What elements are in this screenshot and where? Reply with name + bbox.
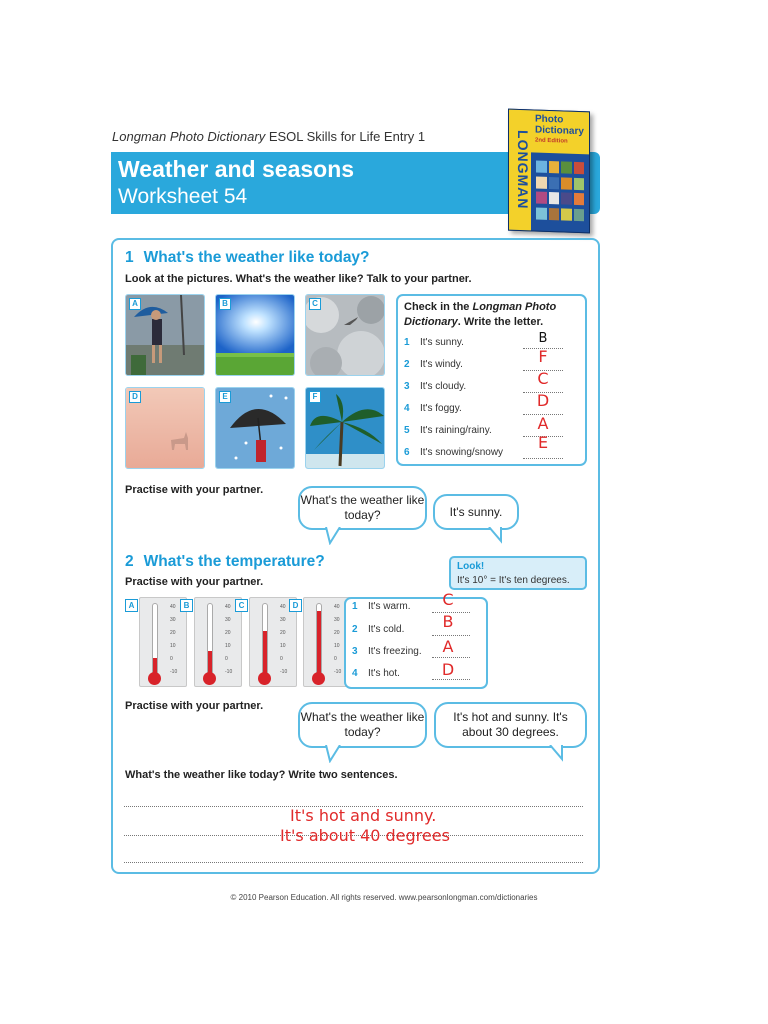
item-number: 4 — [352, 668, 358, 679]
answer-1: B — [538, 331, 548, 346]
item-text: It's windy. — [420, 359, 463, 370]
tick-label: 10 — [225, 643, 231, 649]
section1-instruction: Look at the pictures. What's the weather like? Talk to your partner. — [125, 273, 472, 285]
temp-item-2 — [352, 624, 404, 635]
tick-label: 0 — [280, 656, 283, 662]
weather-item-6 — [404, 447, 503, 458]
photo-e-label: E — [219, 391, 231, 403]
look-box — [449, 556, 587, 590]
temp-answer-4: D — [441, 660, 455, 679]
section1-title: What's the weather like today? — [143, 249, 370, 266]
handwritten-answer-1: It's hot and sunny. — [290, 806, 437, 825]
photo-f-windy — [305, 387, 385, 469]
tick-label: -10 — [280, 669, 288, 675]
item-text: It's raining/rainy. — [420, 425, 492, 436]
item-text: It's cold. — [368, 624, 405, 635]
look-text: It's 10° = It's ten degrees. — [457, 575, 570, 586]
item-text: It's snowing/snowy — [420, 447, 504, 458]
writing-line-3[interactable] — [124, 862, 583, 863]
subtitle-italic: Longman Photo Dictionary — [112, 129, 266, 144]
item-text: It's cloudy. — [420, 381, 467, 392]
item-text: It's foggy. — [420, 403, 462, 414]
speech-bubble-text: What's the weather like today? — [300, 493, 425, 522]
tick-label: 40 — [225, 604, 231, 610]
item-number: 1 — [404, 337, 410, 348]
tick-label: 30 — [334, 617, 340, 623]
thermometer-fill — [263, 631, 267, 676]
book-title-line2: Dictionary — [535, 124, 584, 138]
tick-label: 0 — [170, 656, 173, 662]
photo-a-rainy — [125, 294, 205, 376]
tick-label: -10 — [170, 669, 178, 675]
book-title — [531, 110, 589, 154]
tick-label: 10 — [334, 643, 340, 649]
speech-bubble-text: It's sunny. — [449, 504, 503, 519]
item-number: 6 — [404, 447, 410, 458]
tick-label: 30 — [280, 617, 286, 623]
temp-answer-2: B — [442, 612, 454, 631]
photo-f-label: F — [309, 391, 321, 403]
speech-tail-3 — [324, 745, 344, 763]
photo-c-label: C — [309, 298, 321, 310]
speech-bubble-text: It's hot and sunny. It's about 30 degrees. — [453, 710, 568, 739]
speech-tail-1 — [324, 527, 344, 545]
weather-item-1 — [404, 337, 464, 348]
temp-item-4 — [352, 668, 400, 679]
temp-answer-3: A — [442, 637, 454, 656]
book-title-line1: Photo — [535, 113, 564, 126]
weather-item-4 — [404, 403, 462, 414]
tick-label: 0 — [334, 656, 337, 662]
tick-label: -10 — [225, 669, 233, 675]
answer-3: C — [537, 369, 549, 388]
check-title-italic: Longman Photo Dictionary — [404, 301, 557, 328]
practise-label-1: Practise with your partner. — [125, 484, 264, 496]
answer-5: A — [537, 414, 549, 433]
item-number: 4 — [404, 403, 410, 414]
thermometer-a-label: A — [125, 599, 138, 612]
handwritten-answer-2: It's about 40 degrees — [280, 826, 450, 845]
weather-item-3 — [404, 381, 466, 392]
copyright-footer: © 2010 Pearson Education. All rights reserved. www.pearsonlongman.com/dictionaries — [230, 893, 538, 902]
photo-d-foggy — [125, 387, 205, 469]
tick-label: 10 — [280, 643, 286, 649]
series-subtitle — [112, 129, 425, 144]
temp-answer-1: C — [442, 590, 454, 609]
photo-b-sunny — [215, 294, 295, 376]
speech-bubble-answer-2 — [434, 702, 587, 748]
photo-c-cloudy — [305, 294, 385, 376]
speech-bubble-text: What's the weather like today? — [300, 710, 425, 739]
section2-heading — [125, 553, 325, 571]
tick-label: 40 — [334, 604, 340, 610]
tick-label: 20 — [225, 630, 231, 636]
subtitle-rest: ESOL Skills for Life Entry 1 — [265, 129, 426, 144]
tick-label: 20 — [280, 630, 286, 636]
section1-number: 1 — [125, 249, 134, 266]
speech-bubble-answer-1 — [433, 494, 519, 530]
section2-number: 2 — [125, 553, 134, 570]
thermometer-d-label: D — [289, 599, 302, 612]
item-number: 2 — [404, 359, 410, 370]
item-text: It's sunny. — [420, 337, 464, 348]
answer-6: E — [537, 433, 549, 452]
item-number: 3 — [404, 381, 410, 392]
photo-a-label: A — [129, 298, 141, 310]
tick-label: 40 — [170, 604, 176, 610]
tick-label: 40 — [280, 604, 286, 610]
section1-heading — [125, 249, 370, 267]
tick-label: -10 — [334, 669, 342, 675]
check-panel-title — [404, 300, 574, 330]
temp-item-1 — [352, 601, 410, 612]
tick-label: 20 — [334, 630, 340, 636]
check-title-part1: Check in the — [404, 301, 473, 313]
photo-b-label: B — [219, 298, 231, 310]
speech-bubble-question-1 — [298, 486, 427, 530]
item-text: It's freezing. — [368, 646, 422, 657]
page-title: Weather and seasons — [118, 156, 355, 182]
thermometer-b-label: B — [180, 599, 193, 612]
thermometer-fill — [317, 611, 321, 676]
item-number: 3 — [352, 646, 358, 657]
photo-d-label: D — [129, 391, 141, 403]
item-number: 1 — [352, 601, 358, 612]
practise-label-2: Practise with your partner. — [125, 700, 264, 712]
section2-instruction: Practise with your partner. — [125, 576, 264, 588]
book-edition: 2nd Edition — [535, 137, 568, 145]
worksheet-number: Worksheet 54 — [118, 185, 248, 208]
check-title-part2: . Write the letter. — [457, 316, 544, 328]
photo-e-snowy — [215, 387, 295, 469]
weather-item-2 — [404, 359, 463, 370]
section2-title: What's the temperature? — [143, 553, 325, 570]
speech-bubble-question-2 — [298, 702, 427, 748]
weather-item-5 — [404, 425, 492, 436]
book-spine: LONGMAN — [509, 110, 531, 231]
answer-2: F — [538, 347, 548, 366]
tick-label: 30 — [225, 617, 231, 623]
answer-4: D — [536, 391, 550, 410]
tick-label: 30 — [170, 617, 176, 623]
book-photo-grid — [536, 161, 584, 223]
item-number: 5 — [404, 425, 410, 436]
tick-label: 20 — [170, 630, 176, 636]
book-cover-image — [508, 109, 590, 234]
tick-label: 0 — [225, 656, 228, 662]
look-title: Look! — [457, 561, 485, 572]
tick-label: 10 — [170, 643, 176, 649]
write-instruction: What's the weather like today? Write two sentences. — [125, 769, 398, 781]
item-text: It's warm. — [368, 601, 411, 612]
item-text: It's hot. — [368, 668, 400, 679]
item-number: 2 — [352, 624, 358, 635]
speech-tail-2 — [487, 527, 507, 545]
thermometer-c-label: C — [235, 599, 248, 612]
temp-item-3 — [352, 646, 422, 657]
speech-tail-4 — [548, 745, 568, 763]
